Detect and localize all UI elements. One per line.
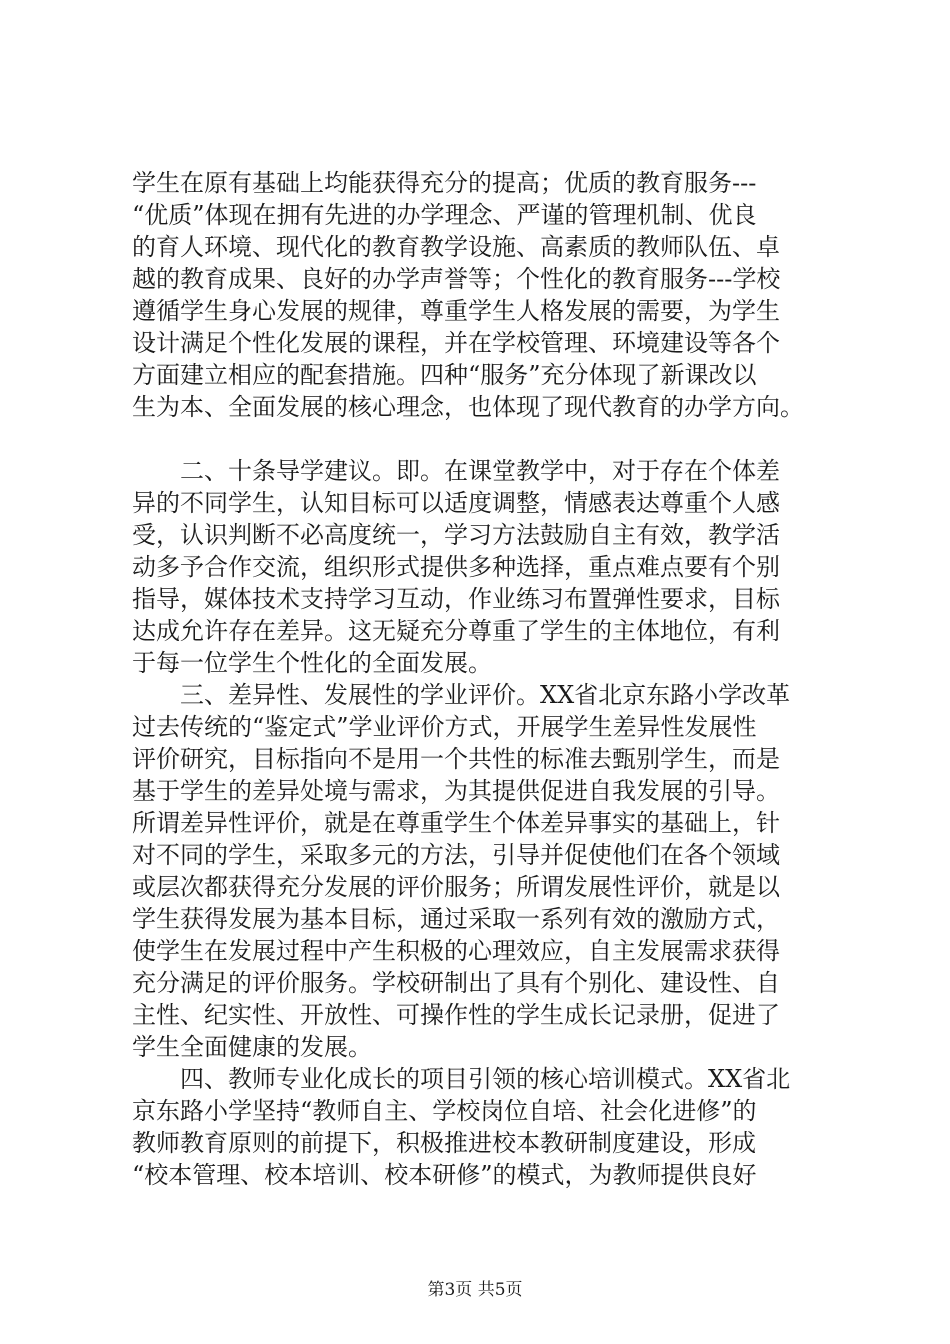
text-line: 动多予合作交流，组织形式提供多种选择，重点难点要有个别: [132, 553, 780, 581]
text-line: 基于学生的差异处境与需求，为其提供促进自我发展的引导。: [132, 777, 780, 805]
text-line: 主性、纪实性、开放性、可操作性的学生成长记录册，促进了: [132, 1001, 780, 1029]
text-line: 所谓差异性评价，就是在尊重学生个体差异事实的基础上，针: [132, 809, 780, 837]
body-text-section-1: [132, 167, 852, 423]
text-line: 指导，媒体技术支持学习互动，作业练习布置弹性要求，目标: [132, 585, 780, 613]
text-line: 于每一位学生个性化的全面发展。: [132, 649, 492, 677]
text-line: 越的教育成果、良好的办学声誉等；个性化的教育服务---学校: [132, 265, 781, 293]
text-line: 三、差异性、发展性的学业评价。XX省北京东路小学改革: [132, 681, 791, 709]
text-line: 方面建立相应的配套措施。四种“服务”充分体现了新课改以: [132, 361, 757, 389]
text-line: 学生在原有基础上均能获得充分的提高；优质的教育服务---: [132, 169, 757, 197]
body-text-section-2: [132, 455, 852, 1191]
text-line: 对不同的学生，采取多元的方法，引导并促使他们在各个领域: [132, 841, 780, 869]
text-line: 二、十条导学建议。即。在课堂教学中，对于存在个体差: [132, 457, 780, 485]
text-line: 受，认识判断不必高度统一，学习方法鼓励自主有效，教学活: [132, 521, 780, 549]
text-line: 学生获得发展为基本目标，通过采取一系列有效的激励方式，: [132, 905, 780, 933]
text-line: 四、教师专业化成长的项目引领的核心培训模式。XX省北: [132, 1065, 791, 1093]
text-line: 生为本、全面发展的核心理念，也体现了现代教育的办学方向。: [132, 393, 804, 421]
text-line: 遵循学生身心发展的规律，尊重学生人格发展的需要，为学生: [132, 297, 780, 325]
page-footer: [0, 1279, 950, 1301]
text-line: 使学生在发展过程中产生积极的心理效应，自主发展需求获得: [132, 937, 780, 965]
text-line: 异的不同学生，认知目标可以适度调整，情感表达尊重个人感: [132, 489, 780, 517]
text-line: 或层次都获得充分发展的评价服务；所谓发展性评价，就是以: [132, 873, 780, 901]
text-line: 京东路小学坚持“教师自主、学校岗位自培、社会化进修”的: [132, 1097, 757, 1125]
text-line: 学生全面健康的发展。: [132, 1033, 372, 1061]
text-line: “校本管理、校本培训、校本研修”的模式，为教师提供良好: [132, 1161, 757, 1189]
text-line: 教师教育原则的前提下，积极推进校本教研制度建设，形成: [132, 1129, 756, 1157]
text-line: 过去传统的“鉴定式”学业评价方式，开展学生差异性发展性: [132, 713, 757, 741]
page-number-label: 第3页 共5页: [427, 1280, 523, 1300]
text-line: “优质”体现在拥有先进的办学理念、严谨的管理机制、优良: [132, 201, 757, 229]
text-line: 设计满足个性化发展的课程，并在学校管理、环境建设等各个: [132, 329, 780, 357]
text-line: 的育人环境、现代化的教育教学设施、高素质的教师队伍、卓: [132, 233, 780, 261]
text-line: 充分满足的评价服务。学校研制出了具有个别化、建设性、自: [132, 969, 780, 997]
text-line: 达成允许存在差异。这无疑充分尊重了学生的主体地位，有利: [132, 617, 780, 645]
text-line: 评价研究，目标指向不是用一个共性的标准去甄别学生，而是: [132, 745, 780, 773]
